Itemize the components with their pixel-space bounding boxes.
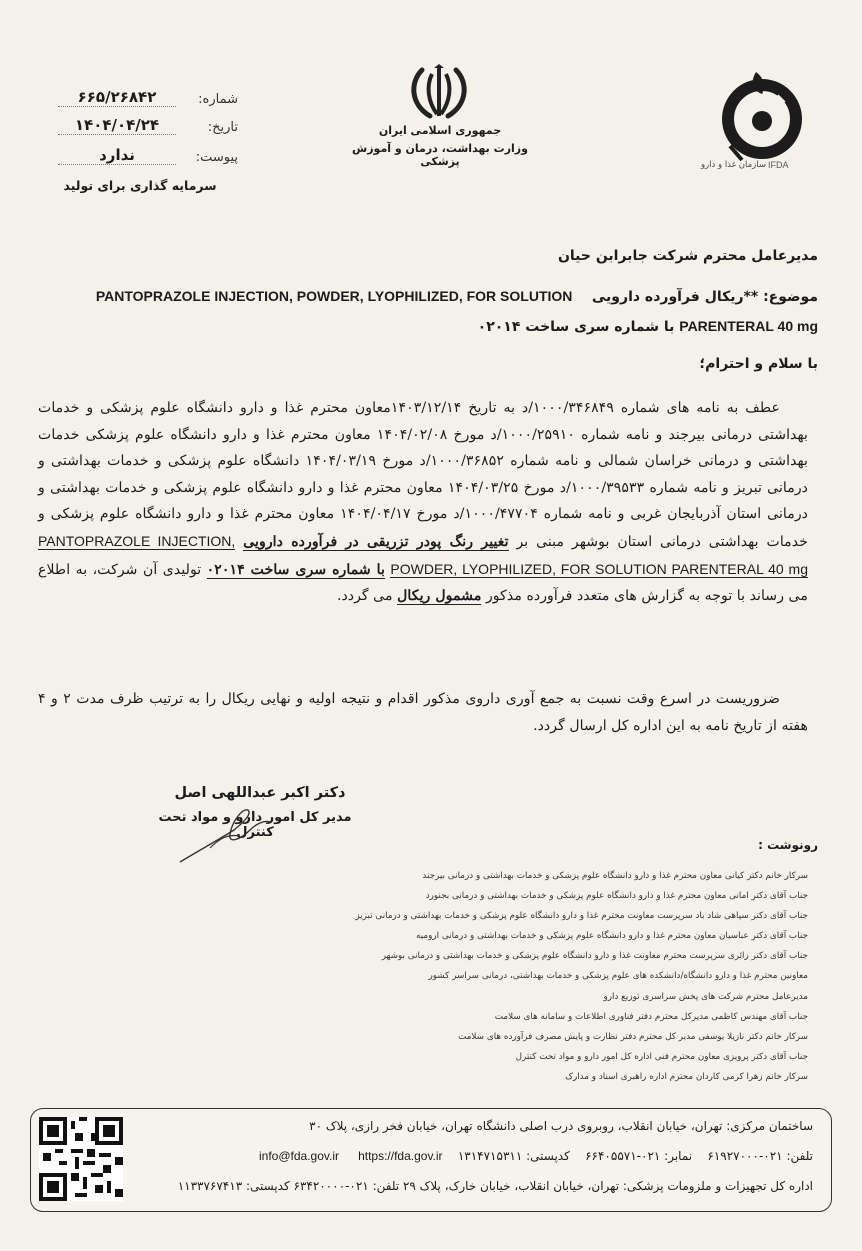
footer-fax: نمابر: ۰۲۱-۶۶۴۰۵۵۷۱ — [585, 1149, 693, 1163]
letter-number-value: ۶۶۵/۲۶۸۴۲ — [58, 88, 176, 107]
footer-phone: تلفن: ۰۲۱-۶۱۹۲۷۰۰۰ — [707, 1149, 813, 1163]
cc-item: سرکار خانم دکتر کیانی معاون محترم غذا و دارو دانشگاه علوم پزشکی و خدمات بهداشتی و درمانی بیرجند — [422, 871, 808, 881]
letter-attachment-value: ندارد — [58, 146, 176, 165]
emblem-caption-2: وزارت بهداشت، درمان و آموزش پزشکی — [352, 142, 528, 168]
subject-tail: با شماره سری ساخت ۰۲۰۱۴ — [477, 319, 675, 335]
ifda-logo-icon — [716, 64, 806, 164]
letter-number-row — [58, 88, 238, 114]
footer-box — [30, 1108, 832, 1212]
footer-equipment-office: اداره کل تجهیزات و ملزومات پزشکی: تهران، خیابان انقلاب، خیابان خارک، پلاک ۲۹ تلفن: ۰۲۱-۶۳۴۲۰۰۰۰ کدپستی: ۱۱۳۳۷۶۷۴۱۳ — [177, 1179, 813, 1193]
cc-item: جناب آقای دکتر زائری سرپرست محترم معاونت غذا و دارو دانشگاه علوم پزشکی و خدمات بهداشتی و درمانی بوشهر — [381, 951, 808, 962]
letter-body-2 — [38, 686, 808, 739]
cc-item: سرکار خانم دکتر نازیلا یوسفی مدیر کل محترم دفتر نظارت و پایش مصرف فرآورده های سلامت — [458, 1031, 808, 1042]
para1-end: می گردد. — [336, 588, 393, 605]
para1-batch: با شماره سری ساخت ۰۲۰۱۴ — [206, 561, 385, 578]
para1-mid: تولیدی آن شرکت، به اطلاع می رساند با توجه به گزارش های متعدد فرآورده مذکور — [38, 561, 808, 605]
footer-website[interactable]: https://fda.gov.ir — [358, 1149, 443, 1163]
subject-fa: **ریکال فرآورده دارویی — [591, 289, 759, 305]
cc-item: سرکار خانم زهرا کرمی کاردان محترم اداره راهبری اسناد و مدارک — [565, 1071, 808, 1082]
cc-item: جناب آقای دکتر سپاهی شاد باد سرپرست معاونت محترم غذا و دارو دانشگاه علوم پزشکی و خدمات بهداشتی و درمانی تبریز — [355, 911, 808, 922]
subject-line-2 — [478, 318, 818, 335]
para1-lead: عطف به نامه های شماره ۱۰۰۰/۳۴۶۸۴۹/د به تاریخ ۱۴۰۳/۱۲/۱۴معاون محترم غذا و دارو دانشگاه علوم پزشکی و خدمات بهداشتی درمانی بیرجند و نامه شماره ۱۰۰۰/۲۵۹۱۰/د مورخ ۱۴۰۴/۰۲/۰۸ معاون محترم غذا و دارو دانشگاه علوم پزشکی خدمات بهداشتی و درمانی خراسان شمالی و نامه شماره ۱۰۰۰/۳۶۸۵۲/د مورخ ۱۴۰۴/۰۳/۱۹ دانشگاه علوم پزشکی و خدمات بهداشتی و درمانی تبریز و نامه شماره ۱۰۰۰/۳۹۵۳۳/د مورخ ۱۴۰۴/۰۳/۲۵ معاون محترم غذا و دارو دانشگاه علوم پزشکی و خدمات بهداشتی و درمانی استان آذربایجان غربی و نامه شماره ۱۰۰۰/۴۷۷۰۴/د مورخ ۱۴۰۴/۰۴/۱۷ معاون محترم غذا و دارو دانشگاه علوم پزشکی و خدمات بهداشتی درمانی استان بوشهر مبنی بر — [38, 400, 809, 550]
cc-label: رونوشت : — [758, 838, 818, 852]
footer-email[interactable]: info@fda.gov.ir — [258, 1149, 339, 1163]
qr-code-icon — [39, 1117, 123, 1201]
para1-recall: مشمول ریکال — [397, 588, 482, 605]
cc-item: جناب آقای دکتر امانی معاون محترم غذا و دارو دانشگاه علوم پزشکی و خدمات بهداشتی و درمانی بجنورد — [425, 891, 808, 902]
subject-label: موضوع: — [763, 289, 818, 305]
footer-postal: کدپستی: ۱۳۱۴۷۱۵۳۱۱ — [457, 1149, 570, 1163]
signer-title: مدیر کل امور دارو و مواد تحت کنترل — [158, 810, 352, 840]
recipient: مدیرعامل محترم شرکت جابرابن حیان — [557, 248, 818, 264]
body-paragraph-1 — [38, 395, 808, 610]
letter-number-label: شماره: — [198, 92, 238, 107]
greeting: با سلام و احترام؛ — [699, 356, 818, 372]
cc-item: جناب آقای مهندس کاظمی مدیرکل محترم دفتر فناوری اطلاعات و سامانه های سلامت — [494, 1011, 808, 1022]
investment-stamp-note: سرمایه گذاری برای تولید — [63, 178, 217, 193]
body-paragraph-2: ضروریست در اسرع وقت نسبت به جمع آوری داروی مذکور اقدام و نتیجه اولیه و نهایی ریکال را به ترتیب ظرف مدت ۲ و ۴ هفته از تاریخ نامه به این اداره کل ارسال گردد. — [38, 691, 808, 734]
cc-list — [208, 866, 808, 1087]
emblem-caption-1: جمهوری اسلامی ایران — [378, 124, 502, 137]
ifda-mark: IFDA — [768, 160, 789, 170]
para1-underlined: تغییر رنگ پودر تزریقی در فرآورده دارویی — [243, 533, 509, 550]
signature-scribble-icon — [170, 800, 290, 870]
cc-item: مدیرعامل محترم شرکت های پخش سراسری توزیع دارو — [603, 991, 808, 1002]
footer-address: ساختمان مرکزی: تهران، خیابان انقلاب، روبروی درب اصلی دانشگاه تهران، خیابان فخر رازی، پلاک ۳۰ — [309, 1119, 813, 1133]
letter-date-row — [58, 116, 238, 142]
para1-product: PANTOPRAZOLE INJECTION, POWDER, LYOPHILIZED, FOR SOLUTION PARENTERAL 40 mg — [38, 532, 808, 577]
signer-name: دکتر اکبر عبداللهی اصل — [174, 785, 346, 801]
cc-item: جناب آقای دکتر عباسیان معاون محترم غذا و دارو دانشگاه علوم پزشکی و خدمات بهداشتی و درمانی ارومیه — [416, 931, 808, 942]
subject-en-1: PANTOPRAZOLE INJECTION, POWDER, LYOPHILIZED, FOR SOLUTION — [95, 288, 573, 304]
subject-en-2: PARENTERAL 40 mg — [679, 318, 818, 334]
cc-item: جناب آقای دکتر پرویزی معاون محترم فنی اداره کل امور دارو و مواد تحت کنترل — [515, 1051, 808, 1062]
letter-date-label: تاریخ: — [207, 120, 238, 135]
footer-contacts — [259, 1149, 813, 1163]
cc-item: معاونین محترم غذا و دارو دانشگاه/دانشکده های علوم پزشکی و خدمات بهداشتی، درمانی سراسر کشور — [428, 971, 808, 982]
letter-attachment-label: پیوست: — [195, 150, 238, 165]
ifda-caption: سازمان غذا و دارو — [700, 160, 766, 170]
letter-date-value: ۱۴۰۴/۰۴/۲۴ — [58, 116, 176, 135]
iran-emblem-icon — [404, 64, 474, 122]
subject-line-1 — [38, 288, 818, 305]
letter-attachment-row — [58, 146, 238, 172]
letter-body — [38, 395, 808, 610]
